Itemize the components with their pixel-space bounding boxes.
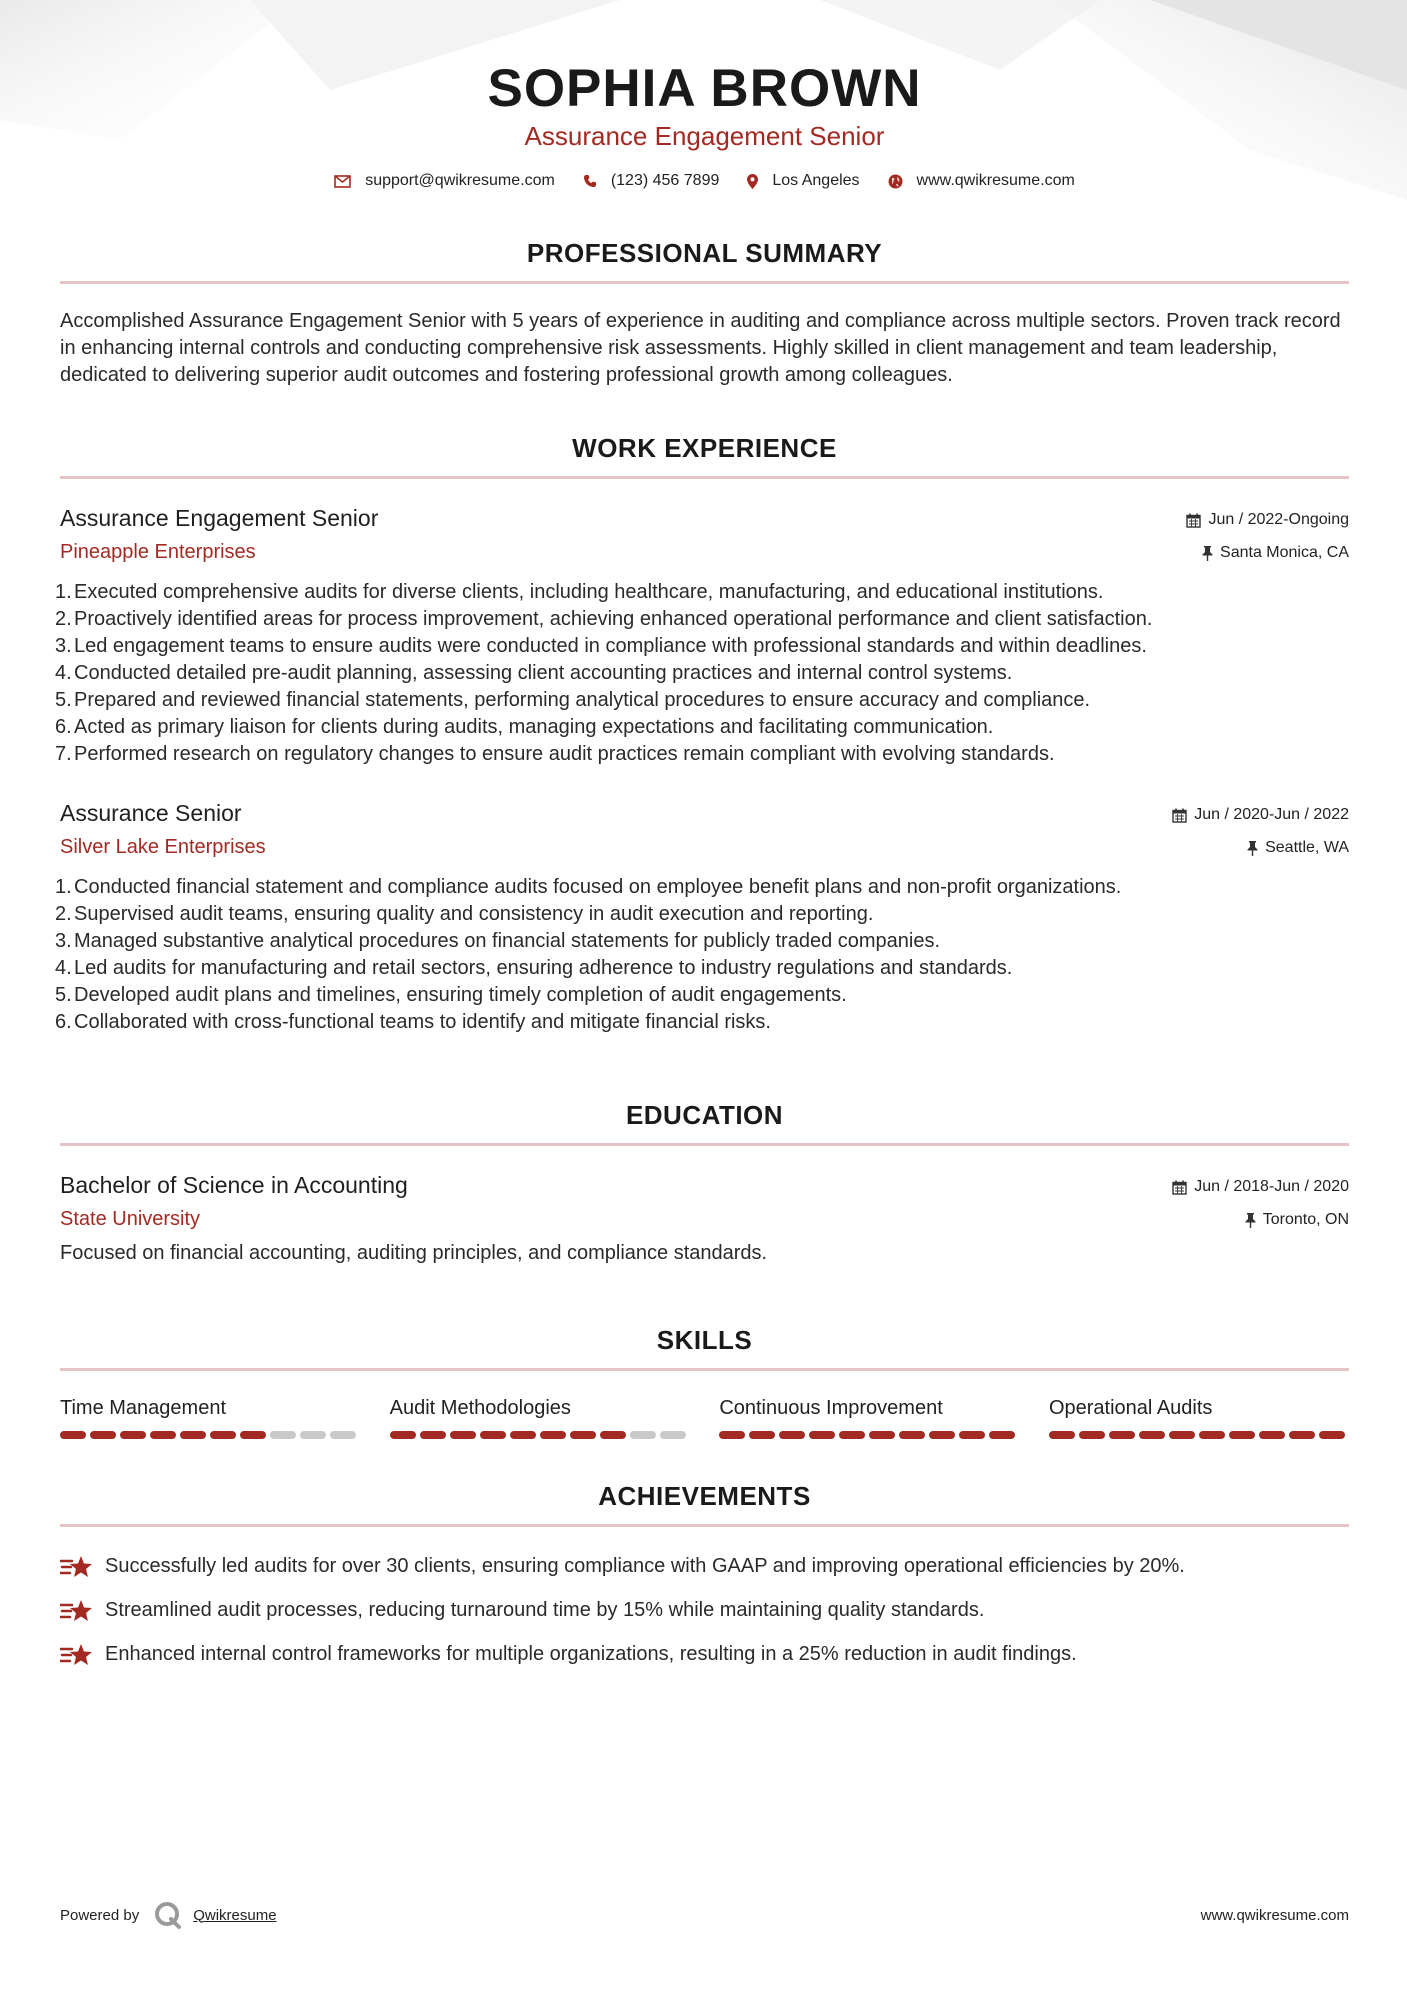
skill-name: Audit Methodologies bbox=[389, 1397, 571, 1419]
map-pin-icon bbox=[747, 174, 758, 189]
envelope-icon bbox=[334, 175, 351, 188]
job-location: Santa Monica, CA bbox=[1220, 544, 1349, 561]
section-divider bbox=[60, 281, 1349, 284]
skill-segment-filled bbox=[210, 1431, 236, 1439]
skill-segment-filled bbox=[600, 1431, 626, 1439]
contact-location bbox=[747, 172, 859, 190]
candidate-name: SOPHIA BROWN bbox=[487, 59, 922, 118]
section-title-skills: SKILLS bbox=[656, 1325, 753, 1355]
list-item: 6. Collaborated with cross-functional teams to identify and mitigate financial risks. bbox=[55, 1011, 771, 1033]
list-item: 3. Led engagement teams to ensure audits were conducted in compliance with professional standards and within deadlines. bbox=[55, 635, 1147, 657]
list-item: 6. Acted as primary liaison for clients during audits, managing expectations and facilitating communication. bbox=[55, 716, 994, 738]
skill-segment-empty bbox=[660, 1431, 686, 1439]
contact-email[interactable] bbox=[334, 172, 555, 190]
education-location: Toronto, ON bbox=[1262, 1211, 1349, 1228]
section-divider bbox=[60, 1368, 1349, 1371]
calendar-icon bbox=[1172, 808, 1187, 823]
skill-segment-filled bbox=[1169, 1431, 1195, 1439]
summary-text: Accomplished Assurance Engagement Senior with 5 years of experience in auditing and compliance across multiple sectors. Proven track record in enhancing internal controls and conducting comprehensive risk assessments. Highly skilled in client management and team leadership, dedicated to delivering superior audit outcomes and fostering professional growth among colleagues. bbox=[60, 310, 1341, 386]
section-title-experience: WORK EXPERIENCE bbox=[572, 433, 837, 463]
skill-level-bar bbox=[390, 1431, 690, 1439]
section-title-summary: PROFESSIONAL SUMMARY bbox=[526, 238, 883, 268]
experience-section bbox=[55, 433, 1349, 1036]
calendar-icon bbox=[1186, 513, 1201, 528]
skill-segment-filled bbox=[719, 1431, 745, 1439]
globe-icon bbox=[888, 174, 903, 189]
skill-item bbox=[1049, 1395, 1349, 1439]
job-title: Assurance Engagement Senior bbox=[60, 505, 379, 531]
qwikresume-link[interactable]: Qwikresume bbox=[193, 1906, 277, 1924]
contact-phone[interactable] bbox=[583, 172, 720, 190]
job-dates: Jun / 2022-Ongoing bbox=[1208, 511, 1349, 528]
skill-segment-filled bbox=[120, 1431, 146, 1439]
job-dates: Jun / 2020-Jun / 2022 bbox=[1194, 806, 1349, 823]
job-company: Silver Lake Enterprises bbox=[60, 836, 266, 858]
shooting-star-icon bbox=[60, 1554, 93, 1580]
list-item: 3. Managed substantive analytical procedures on financial statements for publicly traded companies. bbox=[55, 930, 941, 952]
skill-item bbox=[719, 1395, 1019, 1439]
skill-segment-empty bbox=[300, 1431, 326, 1439]
skill-segment-filled bbox=[240, 1431, 266, 1439]
list-item: Successfully led audits for over 30 clients, ensuring compliance with GAAP and improving operational efficiencies by 20%. bbox=[60, 1553, 1349, 1580]
powered-by-label: Powered by bbox=[60, 1906, 140, 1924]
skill-segment-filled bbox=[1199, 1431, 1225, 1439]
skill-segment-filled bbox=[1319, 1431, 1345, 1439]
skill-item bbox=[60, 1395, 360, 1439]
skill-segment-filled bbox=[150, 1431, 176, 1439]
skill-segment-filled bbox=[989, 1431, 1015, 1439]
job-bullets bbox=[55, 874, 1349, 1036]
skill-item bbox=[390, 1395, 690, 1439]
skill-segment-filled bbox=[1259, 1431, 1285, 1439]
skill-segment-empty bbox=[330, 1431, 356, 1439]
resume-page bbox=[55, 0, 1349, 1668]
section-divider bbox=[60, 476, 1349, 479]
skill-segment-filled bbox=[1229, 1431, 1255, 1439]
pushpin-icon bbox=[1245, 1213, 1256, 1228]
skill-segment-filled bbox=[60, 1431, 86, 1439]
section-divider bbox=[60, 1524, 1349, 1527]
list-item: 2. Supervised audit teams, ensuring quality and consistency in audit execution and reporting. bbox=[55, 903, 874, 925]
contact-website[interactable] bbox=[888, 172, 1075, 190]
list-item: 5. Prepared and reviewed financial statements, performing analytical procedures to ensure accuracy and compliance. bbox=[55, 689, 1091, 711]
skill-segment-filled bbox=[959, 1431, 985, 1439]
education-school: State University bbox=[60, 1208, 201, 1230]
education-entry bbox=[60, 1170, 1349, 1267]
skill-segment-filled bbox=[1049, 1431, 1075, 1439]
shooting-star-icon bbox=[60, 1598, 93, 1624]
job-entry bbox=[55, 503, 1349, 768]
contact-bar bbox=[60, 172, 1349, 190]
section-divider bbox=[60, 1143, 1349, 1146]
skill-segment-filled bbox=[90, 1431, 116, 1439]
education-degree: Bachelor of Science in Accounting bbox=[60, 1172, 408, 1198]
resume-header bbox=[60, 0, 1349, 190]
skills-section bbox=[60, 1325, 1349, 1439]
skill-segment-filled bbox=[390, 1431, 416, 1439]
list-item: Enhanced internal control frameworks for multiple organizations, resulting in a 25% reduction in audit findings. bbox=[60, 1641, 1349, 1668]
contact-email-text: support@qwikresume.com bbox=[365, 172, 555, 189]
education-section bbox=[60, 1100, 1349, 1267]
list-item: 4. Led audits for manufacturing and retail sectors, ensuring adherence to industry regulations and standards. bbox=[55, 957, 1013, 979]
skill-segment-filled bbox=[450, 1431, 476, 1439]
list-item: 1. Executed comprehensive audits for diverse clients, including healthcare, manufacturing, and educational institutions. bbox=[55, 581, 1104, 603]
section-title-education: EDUCATION bbox=[625, 1100, 784, 1130]
job-location: Seattle, WA bbox=[1265, 839, 1349, 856]
list-item: 1. Conducted financial statement and compliance audits focused on employee benefit plans and non-profit organizations. bbox=[55, 876, 1122, 898]
list-item: 4. Conducted detailed pre-audit planning, assessing client accounting practices and internal control systems. bbox=[55, 662, 1013, 684]
powered-by bbox=[60, 1900, 277, 1930]
skill-segment-filled bbox=[1289, 1431, 1315, 1439]
skill-segment-filled bbox=[839, 1431, 865, 1439]
candidate-title: Assurance Engagement Senior bbox=[524, 121, 885, 151]
list-item: Streamlined audit processes, reducing turnaround time by 15% while maintaining quality standards. bbox=[60, 1597, 1349, 1624]
skill-segment-filled bbox=[869, 1431, 895, 1439]
job-bullets bbox=[55, 579, 1349, 768]
skill-level-bar bbox=[60, 1431, 360, 1439]
shooting-star-icon bbox=[60, 1642, 93, 1668]
skill-name: Time Management bbox=[60, 1397, 226, 1419]
achievements-list bbox=[60, 1553, 1349, 1668]
pushpin-icon bbox=[1247, 841, 1258, 856]
skill-name: Operational Audits bbox=[1048, 1397, 1213, 1419]
contact-website-text: www.qwikresume.com bbox=[916, 172, 1075, 189]
contact-phone-text: (123) 456 7899 bbox=[610, 172, 720, 189]
job-entry bbox=[55, 798, 1349, 1036]
list-item: 2. Proactively identified areas for process improvement, achieving enhanced operational performance and client satisfaction. bbox=[55, 608, 1153, 630]
skill-level-bar bbox=[1049, 1431, 1349, 1439]
phone-icon bbox=[583, 174, 597, 188]
list-item: 7. Performed research on regulatory changes to ensure audit practices remain compliant with evolving standards. bbox=[55, 743, 1055, 765]
skill-segment-filled bbox=[480, 1431, 506, 1439]
skill-segment-empty bbox=[270, 1431, 296, 1439]
skill-name: Continuous Improvement bbox=[719, 1397, 943, 1419]
skill-segment-filled bbox=[899, 1431, 925, 1439]
skill-segment-filled bbox=[510, 1431, 536, 1439]
skills-list bbox=[60, 1395, 1349, 1439]
skill-segment-filled bbox=[1139, 1431, 1165, 1439]
job-company: Pineapple Enterprises bbox=[60, 541, 256, 563]
skill-segment-filled bbox=[929, 1431, 955, 1439]
achievements-section bbox=[60, 1481, 1349, 1668]
skill-segment-filled bbox=[570, 1431, 596, 1439]
summary-section bbox=[60, 238, 1349, 389]
skill-segment-filled bbox=[1109, 1431, 1135, 1439]
skill-segment-filled bbox=[1079, 1431, 1105, 1439]
skill-segment-filled bbox=[540, 1431, 566, 1439]
skill-segment-empty bbox=[630, 1431, 656, 1439]
job-title: Assurance Senior bbox=[60, 800, 242, 826]
skill-segment-filled bbox=[749, 1431, 775, 1439]
page-footer bbox=[60, 1900, 1349, 1930]
list-item: 5. Developed audit plans and timelines, ensuring timely completion of audit engagements. bbox=[55, 984, 847, 1006]
pushpin-icon bbox=[1202, 546, 1213, 561]
skill-level-bar bbox=[719, 1431, 1019, 1439]
skill-segment-filled bbox=[180, 1431, 206, 1439]
skill-segment-filled bbox=[779, 1431, 805, 1439]
calendar-icon bbox=[1172, 1180, 1187, 1195]
education-description: Focused on financial accounting, auditing principles, and compliance standards. bbox=[60, 1242, 768, 1264]
footer-website[interactable]: www.qwikresume.com bbox=[1200, 1906, 1349, 1924]
section-title-achievements: ACHIEVEMENTS bbox=[598, 1481, 811, 1511]
contact-location-text: Los Angeles bbox=[772, 172, 860, 189]
skill-segment-filled bbox=[809, 1431, 835, 1439]
skill-segment-filled bbox=[420, 1431, 446, 1439]
qwikresume-logo-icon bbox=[153, 1900, 183, 1930]
education-dates: Jun / 2018-Jun / 2020 bbox=[1194, 1178, 1349, 1195]
